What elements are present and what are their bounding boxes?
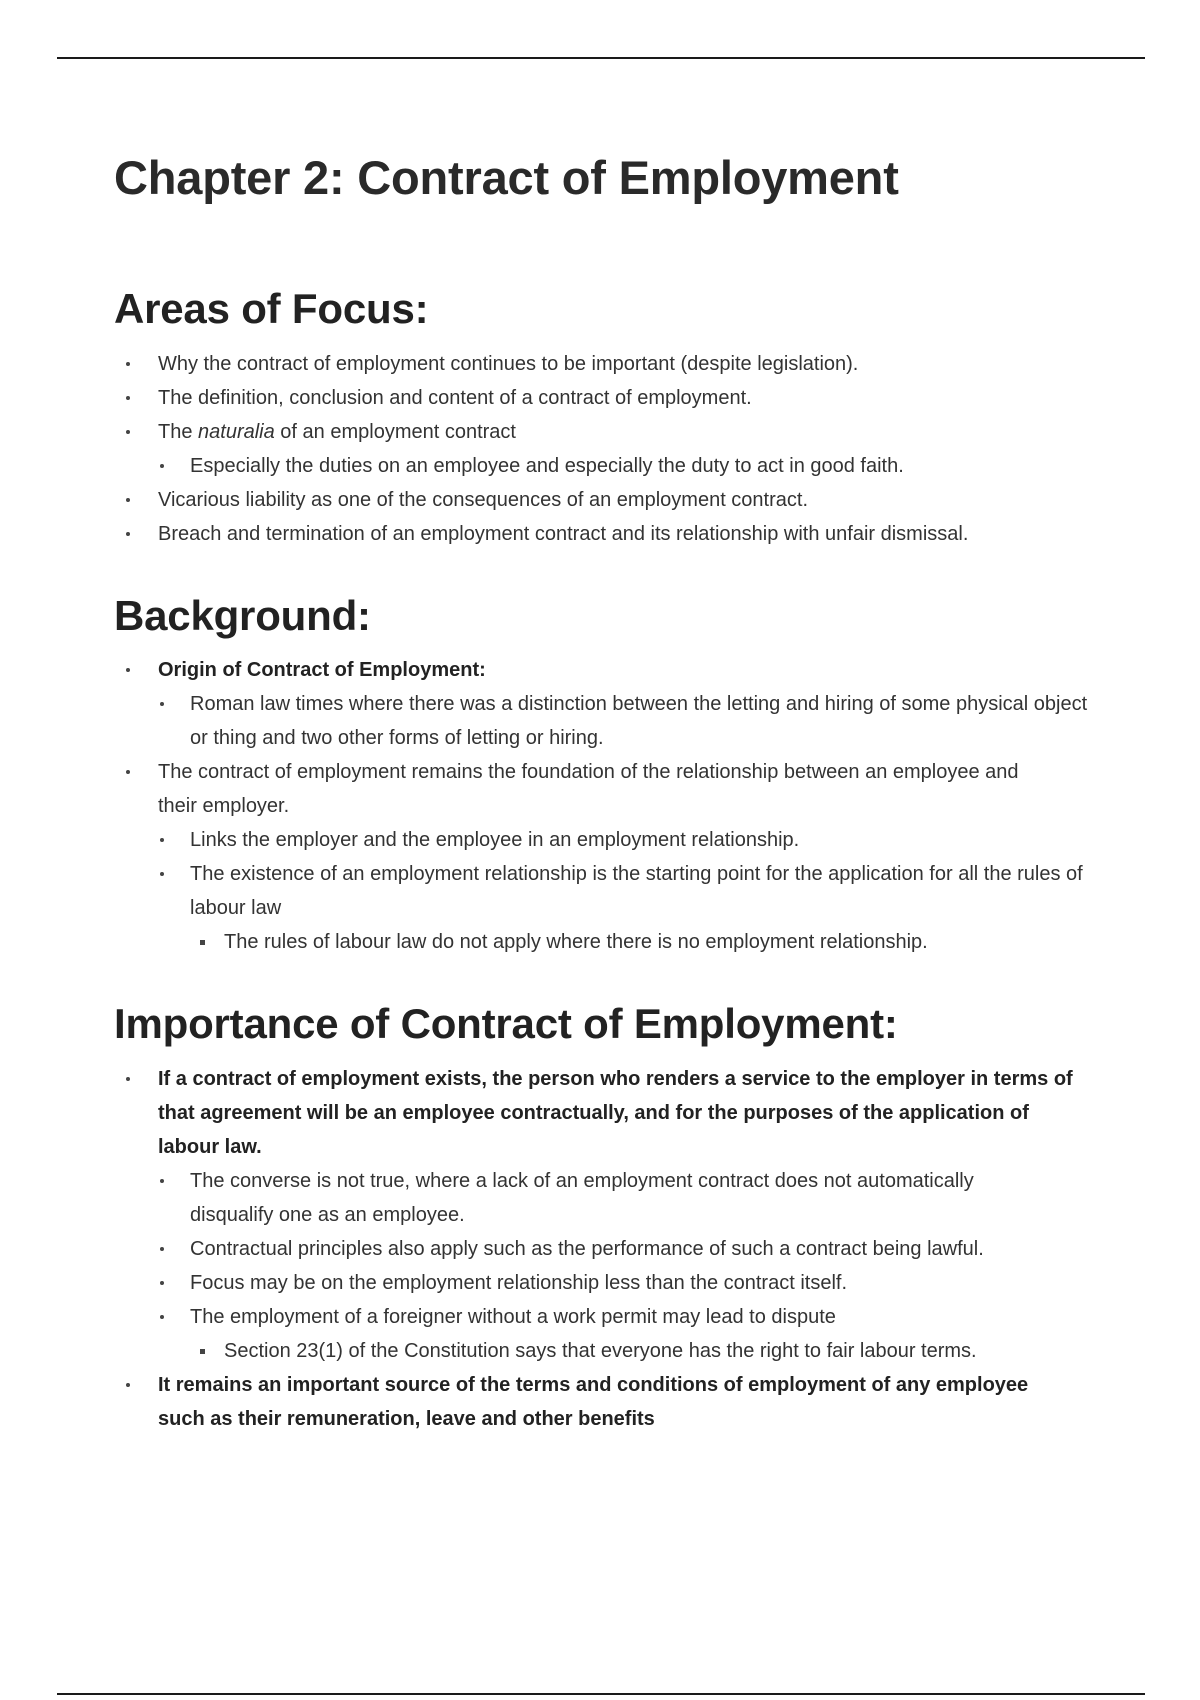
- section-heading: Importance of Contract of Employment:: [114, 1000, 898, 1048]
- list-item: The existence of an employment relationship is the starting point for the application for all the rules of labour law: [114, 857, 1090, 925]
- italic-term: naturalia: [198, 420, 275, 443]
- section-importance: [114, 999, 1094, 1435]
- list-item: Especially the duties on an employee and especially the duty to act in good faith.: [114, 449, 1094, 483]
- list-item: The contract of employment remains the foundation of the relationship between an employee and their employer.: [114, 755, 1038, 823]
- top-rule: [57, 57, 1145, 59]
- list-item-text: The: [158, 420, 199, 443]
- list-item: Breach and termination of an employment contract and its relationship with unfair dismissal.: [114, 517, 988, 551]
- list-item: Contractual principles also apply such as the performance of such a contract being lawful.: [114, 1232, 1110, 1266]
- list-item: It remains an important source of the terms and conditions of employment of any employee such as their remuneration, leave and other benefits: [114, 1368, 1078, 1436]
- list-item: Vicarious liability as one of the consequences of an employment contract.: [114, 483, 1094, 517]
- list-item: Section 23(1) of the Constitution says that everyone has the right to fair labour terms.: [114, 1334, 1084, 1368]
- section-heading: Areas of Focus:: [114, 285, 429, 333]
- list-item: If a contract of employment exists, the person who renders a service to the employer in terms of that agreement will be an employee contractually, and for the purposes of the application of labour law.: [114, 1062, 1094, 1164]
- list-item: [114, 415, 1094, 449]
- section-heading: Background:: [114, 591, 371, 639]
- list-item: Why the contract of employment continues to be important (despite legislation).: [114, 347, 1094, 381]
- list-item: The converse is not true, where a lack of an employment contract does not automatically disqualify one as an employee.: [114, 1164, 1010, 1232]
- list-item: The definition, conclusion and content of a contract of employment.: [114, 381, 1094, 415]
- list-item: The rules of labour law do not apply where there is no employment relationship.: [114, 925, 1094, 959]
- document-page: [114, 150, 1094, 1476]
- list-item: Links the employer and the employee in an employment relationship.: [114, 823, 1094, 857]
- list-item: Origin of Contract of Employment:: [114, 653, 1094, 687]
- list-item: Roman law times where there was a distinction between the letting and hiring of some physical object or thing and two other forms of letting or hiring.: [114, 687, 1094, 755]
- bullet-list: [114, 1062, 1094, 1436]
- list-item-text: of an employment contract: [274, 420, 516, 443]
- bottom-rule: [57, 1693, 1145, 1695]
- section-areas-of-focus: [114, 284, 1094, 550]
- page-title: Chapter 2: Contract of Employment: [114, 151, 899, 204]
- list-item: The employment of a foreigner without a work permit may lead to dispute: [114, 1300, 1094, 1334]
- bullet-list: [114, 653, 1094, 959]
- list-item: Focus may be on the employment relationship less than the contract itself.: [114, 1266, 1094, 1300]
- section-background: [114, 591, 1094, 959]
- bullet-list: [114, 347, 1094, 551]
